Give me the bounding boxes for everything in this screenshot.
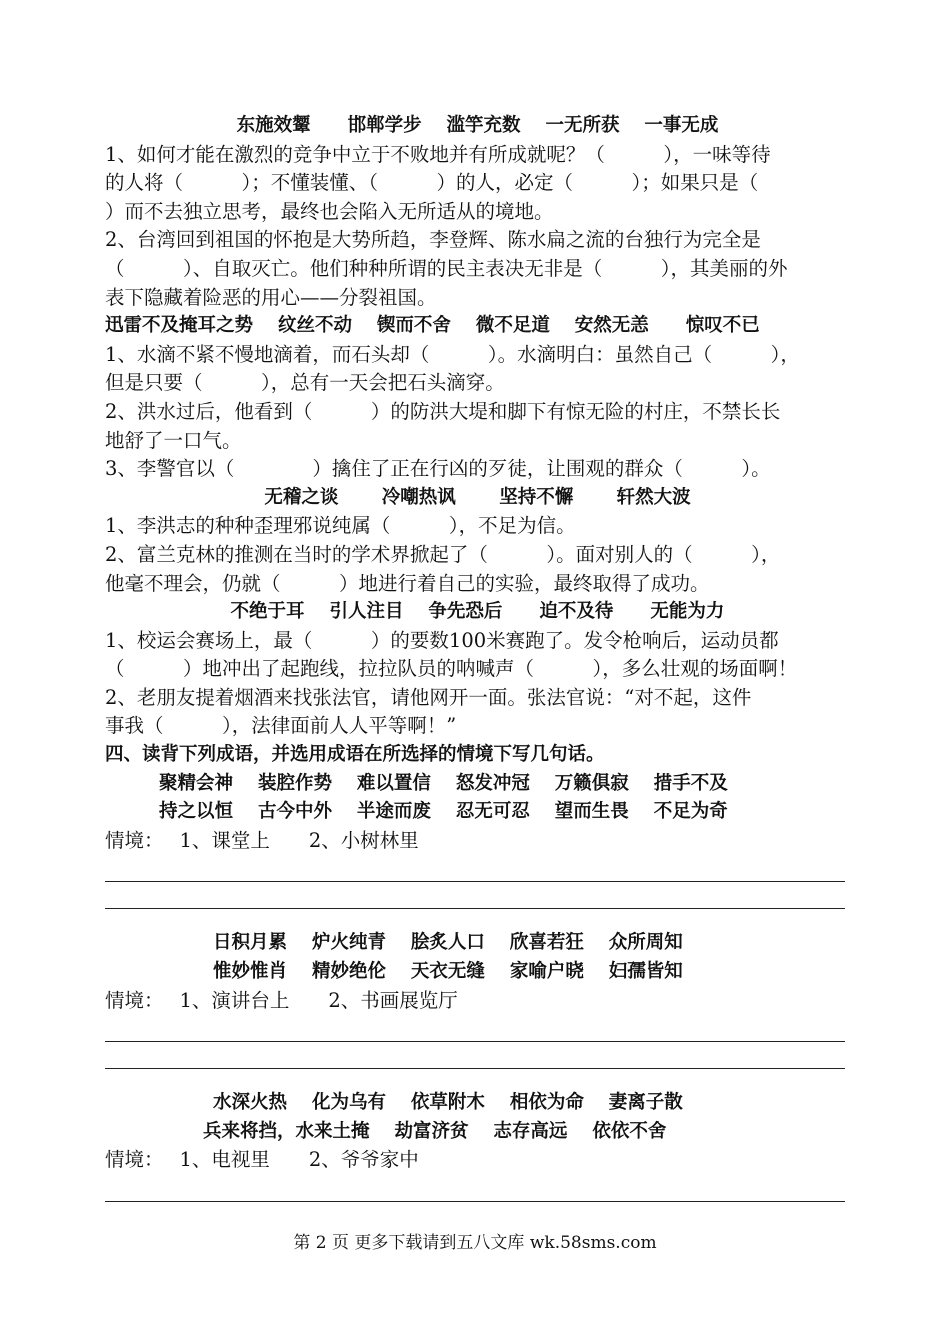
idiom-group-1: 东施效颦 邯郸学步 滥竽充数 一无所获 一事无成 [236,115,719,136]
idiom-set-c-line: 兵来将挡，水来土掩 劫富济贫 志存高远 依依不舍 [203,1120,667,1142]
question-line: 事我（ ），法律面前人人平等啊！” [105,714,457,738]
page-footer: 第 2 页 更多下载请到五八文库 wk.58sms.com [293,1233,657,1253]
question-line: 他毫不理会，仍就（ ）地进行着自己的实验，最终取得了成功。 [105,571,710,595]
worksheet-body [105,112,850,1202]
idiom-set-b-line: 日积月累 炉火纯青 脍炙人口 欣喜若狂 众所周知 [213,932,683,954]
idiom-group-2: 迅雷不及掩耳之势 纹丝不动 锲而不舍 微不足道 安然无恙 惊叹不已 [105,315,760,337]
context-line: 情境： 1、电视里 2、爷爷家中 [105,1148,419,1172]
context-line: 情境： 1、演讲台上 2、书画展览厅 [105,988,458,1012]
question-line: 1、如何才能在激烈的竞争中立于不败地并有所成就呢？（ ），一味等待 [105,142,771,166]
question-line: 1、水滴不紧不慢地滴着，而石头却（ ）。水滴明白：虽然自己（ ）， [105,342,800,366]
question-line: （ ）地冲出了起跑线，拉拉队员的呐喊声（ ），多么壮观的场面啊！ [105,657,798,681]
question-line: 1、校运会赛场上，最（ ）的要数100米赛跑了。发令枪响后，运动员都 [105,628,779,652]
writing-line[interactable] [105,1201,845,1202]
question-line: 但是只要（ ），总有一天会把石头滴穿。 [105,371,505,395]
question-line: 2、台湾回到祖国的怀抱是大势所趋，李登辉、陈水扁之流的台独行为完全是 [105,228,761,252]
section-heading: 四、读背下列成语，并选用成语在所选择的情境下写几句话。 [105,744,605,766]
question-line: 2、富兰克林的推测在当时的学术界掀起了（ ）。面对别人的（ ）， [105,542,781,566]
idiom-set-c-line: 水深火热 化为乌有 依草附木 相依为命 妻离子散 [213,1092,683,1114]
question-line: 地舒了一口气。 [105,428,242,452]
idiom-group-4: 不绝于耳 引人注目 争先恐后 迫不及待 无能为力 [230,601,725,623]
question-line: ）而不去独立思考，最终也会陷入无所适从的境地。 [105,199,554,223]
idiom-set-a-line: 持之以恒 古今中外 半途而废 忍无可忍 望而生畏 不足为奇 [159,801,728,823]
question-line: 3、李警官以（ ）擒住了正在行凶的歹徒，让围观的群众（ ）。 [105,457,771,481]
question-line: 表下隐藏着险恶的用心——分裂祖国。 [105,285,437,309]
idiom-group-3: 无稽之谈 冷嘲热讽 坚持不懈 轩然大波 [264,486,691,508]
question-line: 的人将（ ）；不懂装懂、（ ）的人，必定（ ）；如果只是（ [105,171,759,195]
context-line: 情境： 1、课堂上 2、小树林里 [105,828,419,852]
question-line: 1、李洪志的种种歪理邪说纯属（ ），不足为信。 [105,514,576,538]
idiom-set-b-line: 惟妙惟肖 精妙绝伦 天衣无缝 家喻户晓 妇孺皆知 [213,961,683,983]
question-line: （ ）、自取灭亡。他们种种所谓的民主表决无非是（ ），其美丽的外 [105,256,788,280]
idiom-set-a-line: 聚精会神 装腔作势 难以置信 怒发冲冠 万籁俱寂 措手不及 [159,772,728,794]
question-line: 2、洪水过后，他看到（ ）的防洪大堤和脚下有惊无险的村庄，不禁长长 [105,399,781,423]
question-line: 2、老朋友提着烟酒来找张法官，请他网开一面。张法官说：“对不起，这件 [105,685,752,709]
